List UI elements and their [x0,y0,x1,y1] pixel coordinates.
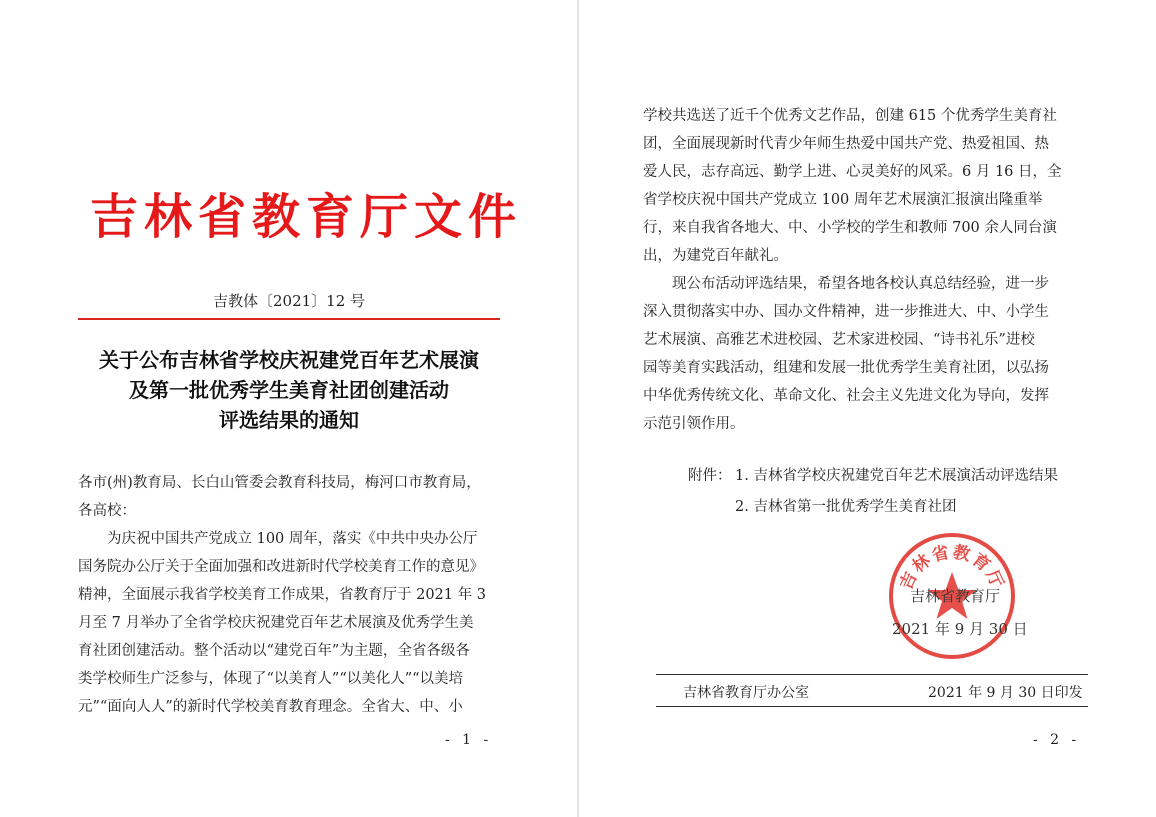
signature-date: 2021 年 9 月 30 日 [892,620,1028,638]
body-line: 国务院办公厅关于全面加强和改进新时代学校美育工作的意见》 [78,559,484,575]
attachment-item: 2. 吉林省第一批优秀学生美育社团 [735,499,957,515]
body-line: 月至 7 月举办了全省学校庆祝建党百年艺术展演及优秀学生美 [78,615,474,631]
body-line: 类学校师生广泛参与，体现了“以美育人”“以美化人”“以美培 [78,671,464,687]
page-number: - 1 - [445,732,493,748]
attachment-item: 1. 吉林省学校庆祝建党百年艺术展演活动评选结果 [735,468,1058,484]
document-header: 吉林省教育厅文件 [90,189,523,245]
body-line: 为庆祝中国共产党成立 100 周年，落实《中共中央办公厅 [78,531,478,547]
document-number: 吉教体〔2021〕12 号 [212,292,366,310]
footer-print-date: 2021 年 9 月 30 日印发 [928,685,1083,701]
body-line: 艺术展演、高雅艺术进校园、艺术家进校园、“诗书礼乐”进校 [643,332,1035,348]
body-line: 精神，全面展示我省学校美育工作成果，省教育厅于 2021 年 3 [78,587,486,603]
body-line: 出，为建党百年献礼。 [643,248,788,264]
title-line: 及第一批优秀学生美育社团创建活动 [129,378,449,402]
signature-org: 吉林省教育厅 [910,587,1001,605]
body-line: 示范引领作用。 [643,416,745,432]
footer-office: 吉林省教育厅办公室 [683,685,809,701]
body-line: 各高校： [78,503,136,519]
notice-title [0,345,578,435]
body-line: 行，来自我省各地大、中、小学校的学生和教师 700 余人同台演 [643,220,1057,236]
title-line: 关于公布吉林省学校庆祝建党百年艺术展演 [99,348,479,372]
seal-text: 吉林省教育厅 [896,542,1008,593]
header-red-rule [78,318,500,320]
page-1-body [78,469,518,721]
body-line: 育社团创建活动。整个活动以“建党百年”为主题，全省各级各 [78,643,470,659]
body-line: 元”“面向人人”的新时代学校美育教育理念。全省大、中、小 [78,699,463,715]
body-line: 中华优秀传统文化、革命文化、社会主义先进文化为导向，发挥 [643,388,1049,404]
body-line: 园等美育实践活动，组建和发展一批优秀学生美育社团，以弘扬 [643,360,1049,376]
page-2-body [643,102,1103,438]
body-line: 现公布活动评选结果，希望各地各校认真总结经验，进一步 [643,276,1049,292]
title-line: 评选结果的通知 [219,408,359,432]
page-number: - 2 - [1033,732,1081,748]
footer-top-rule [656,674,1088,675]
body-line: 各市(州)教育局、长白山管委会教育科技局，梅河口市教育局， [78,475,481,491]
attachment-label: 附件： [688,468,732,484]
body-line: 省学校庆祝中国共产党成立 100 周年艺术展演汇报演出隆重举 [643,192,1043,208]
body-line: 团，全面展现新时代青少年师生热爱中国共产党、热爱祖国、热 [643,136,1049,152]
body-line: 深入贯彻落实中办、国办文件精神，进一步推进大、中、小学生 [643,304,1049,320]
body-line: 爱人民，志存高远、勤学上进、心灵美好的风采。6 月 16 日，全 [643,164,1062,180]
footer-bottom-rule [656,706,1088,707]
body-line: 学校共选送了近千个优秀文艺作品，创建 615 个优秀学生美育社 [643,108,1057,124]
